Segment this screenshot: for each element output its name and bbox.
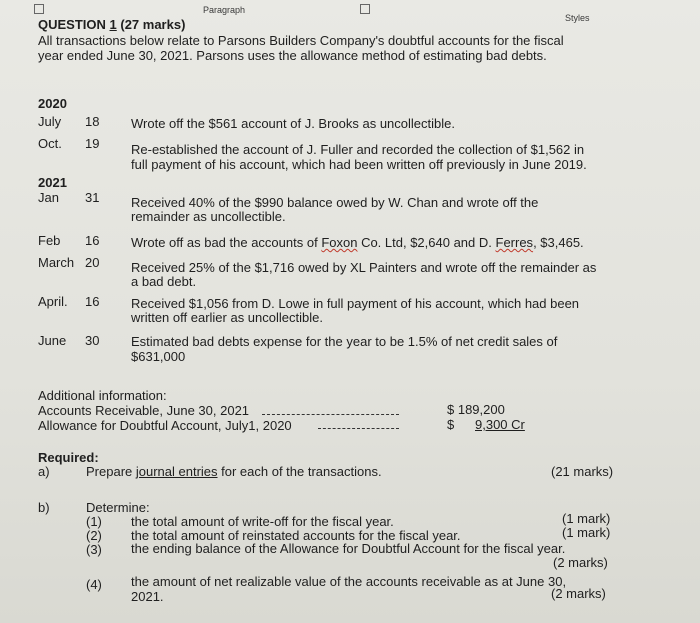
t6-text-2: written off earlier as uncollectible.: [131, 310, 323, 325]
t4-month: Feb: [38, 233, 61, 248]
t3-text-2: remainder as uncollectible.: [131, 209, 286, 224]
b2-marks: (1 mark): [562, 525, 611, 540]
t2-text-2: full payment of his account, which had been written off previously in June 2019.: [131, 157, 587, 172]
t1-text: Wrote off the $561 account of J. Brooks as uncollectible.: [131, 116, 455, 131]
part-b-heading: Determine:: [86, 500, 150, 515]
b4-num: (4): [86, 577, 102, 592]
additional-heading: Additional information:: [38, 388, 167, 403]
question-marks: (27 marks): [116, 17, 186, 32]
t4-text-c: Co. Ltd, $2,640 and D.: [357, 235, 496, 250]
t5-text-1: Received 25% of the $1,716 owed by XL Painters and wrote off the remainder as: [131, 260, 597, 275]
t6-month: April.: [38, 294, 68, 309]
question-heading: [38, 18, 185, 32]
afda-label: Allowance for Doubtful Account, July1, 2020: [38, 418, 292, 433]
b4-text-2: 2021.: [131, 589, 164, 604]
ribbon-styles-label: Styles: [565, 13, 590, 23]
part-a-label: a): [38, 464, 50, 479]
question-number: 1: [109, 17, 117, 32]
b1-marks: (1 mark): [562, 511, 611, 526]
b1-text: the total amount of write-off for the fiscal year.: [131, 514, 394, 529]
question-prefix: QUESTION: [38, 17, 110, 32]
afda-leader-line: [318, 428, 399, 429]
t3-month: Jan: [38, 190, 59, 205]
intro-line-1: All transactions below relate to Parsons Builders Company's doubtful accounts for the fiscal: [38, 33, 564, 48]
t1-day: 18: [85, 114, 100, 129]
t4-text-a: Wrote off as bad the accounts of: [131, 235, 322, 250]
b1-num: (1): [86, 514, 102, 529]
paragraph-launcher-icon[interactable]: [360, 4, 370, 14]
part-a-pre: Prepare: [86, 464, 136, 479]
ribbon-strip: [0, 0, 700, 23]
b4-marks: (2 marks): [551, 586, 606, 601]
t7-text-2: $631,000: [131, 349, 186, 364]
t2-month: Oct.: [38, 136, 62, 151]
part-a-text: [86, 465, 382, 479]
part-b-label: b): [38, 500, 50, 515]
t3-day: 31: [85, 190, 100, 205]
afda-currency: $: [447, 417, 455, 432]
b3-marks: (2 marks): [553, 555, 608, 570]
afda-value: 9,300 Cr: [475, 417, 525, 432]
part-a-journal-entries: journal entries: [135, 464, 218, 479]
t7-day: 30: [85, 333, 100, 348]
part-a-post: for each of the transactions.: [217, 464, 382, 479]
ar-value: $ 189,200: [447, 402, 505, 417]
part-a-marks: (21 marks): [551, 464, 614, 479]
t1-month: July: [38, 114, 62, 129]
year-2021: 2021: [38, 175, 67, 190]
b3-num: (3): [86, 542, 102, 557]
t3-text-1: Received 40% of the $990 balance owed by W. Chan and wrote off the: [131, 195, 539, 210]
t4-text-e: , $3,465.: [533, 235, 584, 250]
t6-day: 16: [85, 294, 100, 309]
t2-text-1: Re-established the account of J. Fuller and recorded the collection of $1,562 in: [131, 142, 585, 157]
year-2020: 2020: [38, 96, 67, 111]
t7-month: June: [38, 333, 67, 348]
t2-day: 19: [85, 136, 100, 151]
b4-text-1: the amount of net realizable value of the accounts receivable as at June 30,: [131, 574, 567, 589]
b2-text: the total amount of reinstated accounts for the fiscal year.: [131, 528, 461, 543]
dialog-launcher-icon[interactable]: [34, 4, 44, 14]
ribbon-paragraph-label: Paragraph: [203, 5, 246, 15]
intro-line-2: year ended June 30, 2021. Parsons uses the allowance method of estimating bad debts.: [38, 48, 547, 63]
required-heading: Required:: [38, 450, 99, 465]
t5-month: March: [38, 255, 75, 270]
ar-label: Accounts Receivable, June 30, 2021: [38, 403, 250, 418]
t4-person-name: Ferres: [495, 235, 534, 250]
t4-company-name: Foxon: [321, 235, 358, 250]
t4-text: [131, 236, 584, 250]
t7-text-1: Estimated bad debts expense for the year to be 1.5% of net credit sales of: [131, 334, 558, 349]
t5-day: 20: [85, 255, 100, 270]
ar-leader-line: [262, 414, 399, 415]
t5-text-2: a bad debt.: [131, 274, 197, 289]
t4-day: 16: [85, 233, 100, 248]
b2-num: (2): [86, 528, 102, 543]
b3-text: the ending balance of the Allowance for Doubtful Account for the fiscal year.: [131, 541, 566, 556]
t6-text-1: Received $1,056 from D. Lowe in full payment of his account, which had been: [131, 296, 580, 311]
